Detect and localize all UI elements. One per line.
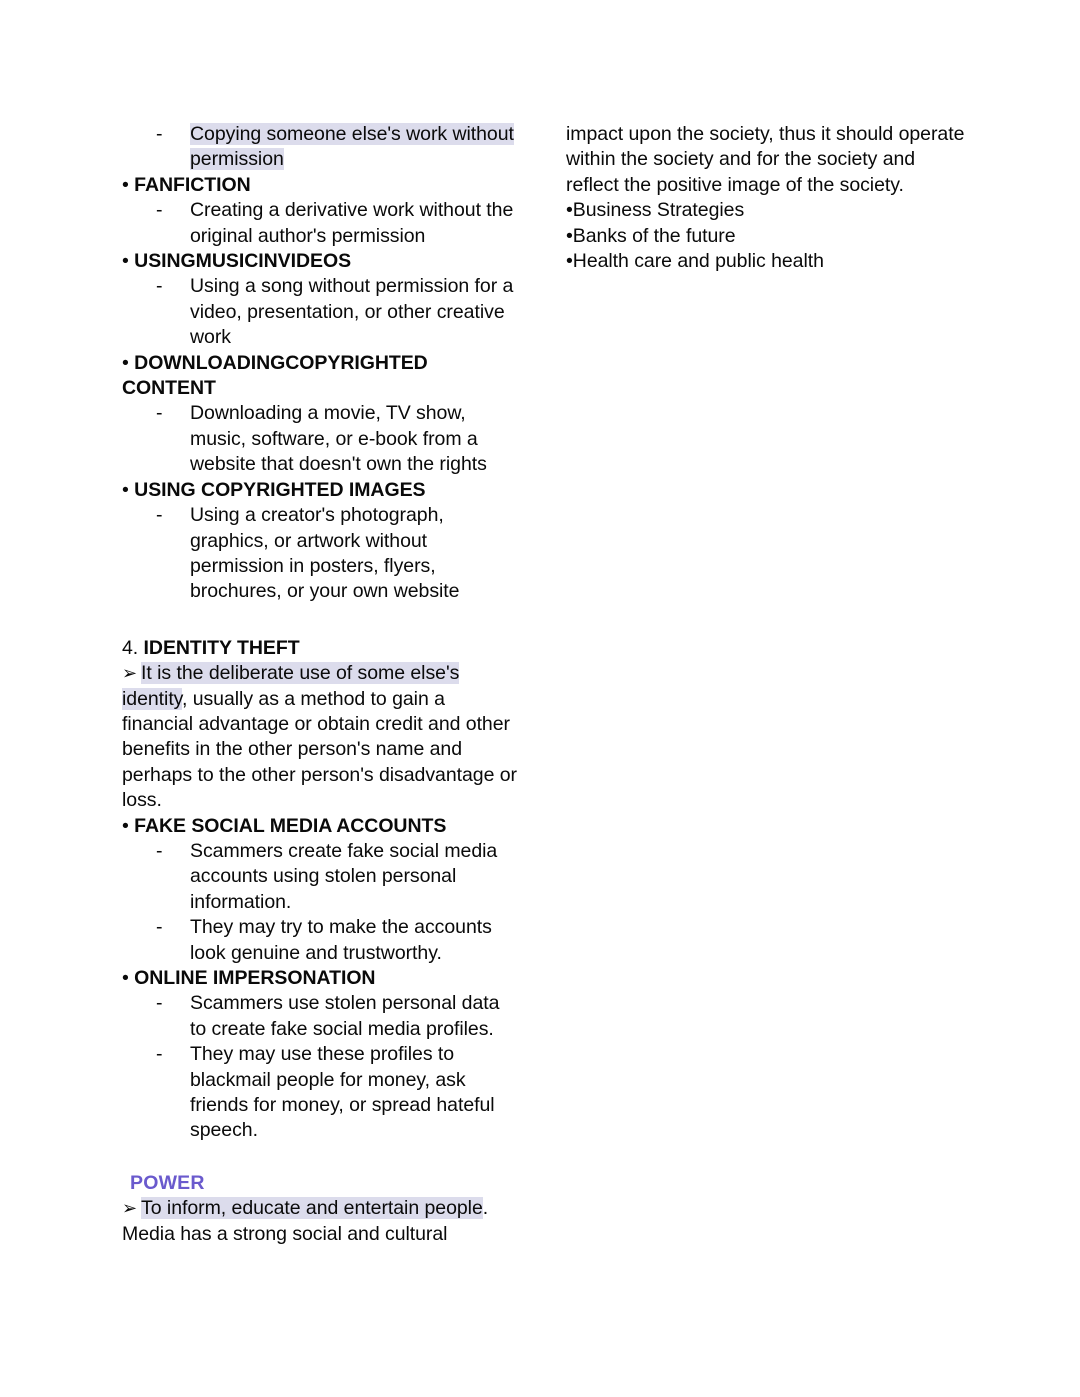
highlighted-text: It is the deliberate use of some else's identity [122, 662, 460, 710]
highlighted-text: To inform, educate and entertain people [141, 1197, 483, 1220]
list-item [122, 198, 520, 249]
list-item-text: Health care and public health [572, 250, 824, 273]
dot-bullet-icon: • [122, 814, 135, 837]
list-item-text: Creating a derivative work without the original author's permission [190, 199, 514, 247]
list-item [566, 224, 966, 249]
list-item-text: They may use these profiles to blackmail people for money, ask friends for money, or spread hateful speech. [190, 1043, 495, 1142]
list-item-text: Scammers create fake social media accounts using stolen personal information. [190, 839, 498, 913]
dash-bullet-icon: - [156, 402, 163, 425]
power-continuation: Media has a strong social and cultural [122, 1222, 448, 1245]
list-item [122, 915, 520, 966]
dot-bullet-icon: • [122, 173, 135, 196]
dash-bullet-icon: - [156, 916, 163, 939]
heading-label: FAKE SOCIAL MEDIA ACCOUNTS [134, 814, 447, 837]
list-item [122, 839, 520, 915]
section-number: 4. [122, 636, 139, 659]
heading-label: USING COPYRIGHTED IMAGES [134, 478, 426, 501]
arrow-bullet-icon: ➢ [122, 1198, 138, 1220]
left-column [122, 122, 520, 1247]
section-heading-identity-theft [122, 636, 520, 661]
list-item [122, 503, 520, 605]
identity-theft-definition [122, 661, 520, 813]
highlighted-text: Copying someone else's work without permission [190, 123, 514, 171]
dash-bullet-icon: - [156, 1043, 163, 1066]
dash-bullet-icon: - [156, 504, 163, 527]
section-spacer [122, 605, 520, 636]
two-column-layout [122, 122, 965, 1247]
dot-bullet-icon: • [122, 351, 135, 374]
bullet-heading-downloading-copyrighted-content [122, 351, 520, 402]
dash-bullet-icon: - [156, 199, 163, 222]
bullet-heading-using-copyrighted-images [122, 478, 520, 503]
heading-label: FANFICTION [134, 173, 251, 196]
list-item-text: Downloading a movie, TV show, music, software, or e-book from a website that doesn't own the rights [190, 402, 487, 476]
dot-bullet-icon: • [122, 967, 135, 989]
list-item-text: Using a creator's photograph, graphics, or artwork without permission in posters, flyers, brochures, or your own website [190, 504, 460, 603]
statement-rest: . [482, 1197, 489, 1220]
right-column [566, 122, 966, 274]
list-item [122, 401, 520, 477]
society-paragraph: impact upon the society, thus it should operate within the society and for the society and reflect the positive image of the society. [566, 123, 965, 196]
bullet-heading-using-music-in-videos [122, 249, 520, 274]
dash-bullet-icon: - [156, 123, 163, 145]
list-item-text: Business Strategies [572, 199, 745, 222]
list-item [122, 991, 520, 1042]
list-item [566, 249, 966, 274]
dot-bullet-icon: • [566, 199, 573, 222]
list-item [122, 1042, 520, 1144]
bullet-heading-fanfiction [122, 173, 520, 198]
definition-rest: , usually as a method to gain a financial advantage or obtain credit and other benefits in the other person's name and perhaps to the other person's disadvantage or loss. [122, 687, 517, 812]
list-item-text: Using a song without permission for a video, presentation, or other creative work [190, 275, 514, 349]
heading-label: DOWNLOADINGCOPYRIGHTED CONTENT [122, 351, 428, 400]
dash-bullet-icon: - [156, 839, 163, 862]
list-item [122, 274, 520, 350]
dot-bullet-icon: • [122, 478, 135, 501]
list-item [566, 198, 966, 223]
dot-bullet-icon: • [566, 224, 573, 247]
dot-bullet-icon: • [122, 250, 135, 273]
list-item-text: Scammers use stolen personal data to create fake social media profiles. [190, 992, 500, 1040]
dot-bullet-icon: • [566, 250, 573, 273]
heading-label: USINGMUSICINVIDEOS [134, 250, 352, 273]
list-item-text: They may try to make the accounts look genuine and trustworthy. [190, 916, 492, 964]
list-item-text: Banks of the future [572, 224, 736, 247]
arrow-bullet-icon: ➢ [122, 663, 138, 685]
dash-bullet-icon: - [156, 992, 163, 1015]
section-title: IDENTITY THEFT [143, 636, 300, 659]
section-heading-power: POWER [130, 1171, 205, 1194]
bullet-heading-online-impersonation [122, 966, 520, 991]
list-item [122, 122, 520, 173]
dash-bullet-icon: - [156, 275, 163, 298]
section-spacer [122, 1144, 520, 1171]
heading-label: ONLINE IMPERSONATION [134, 967, 376, 989]
power-statement [122, 1196, 520, 1221]
bullet-heading-fake-social-media-accounts [122, 814, 520, 839]
